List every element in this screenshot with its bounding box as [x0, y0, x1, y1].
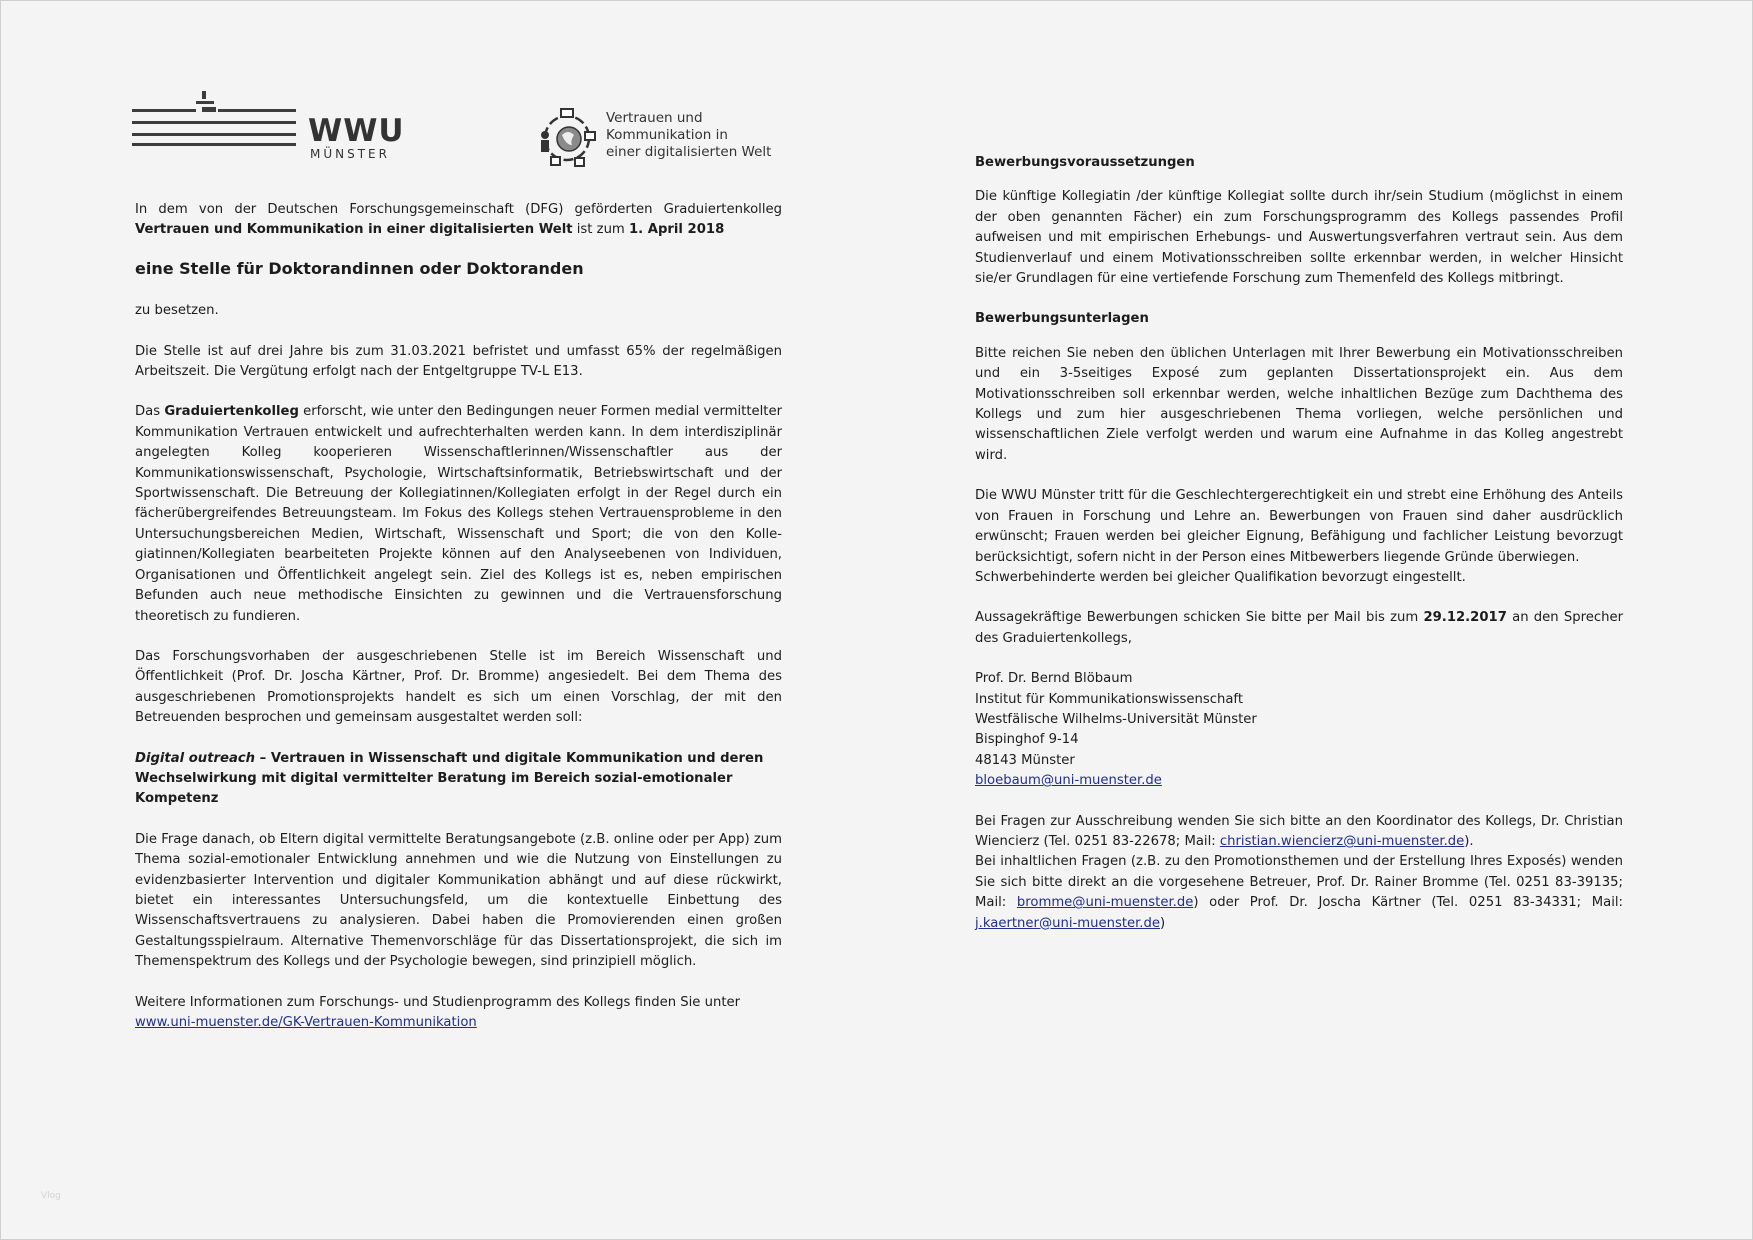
topic-rest: – Vertrauen in Wissenschaft und digitale Kommunikation und deren Wechselwirkung mit digital vermittelter Beratung im Bereich sozial-emotionaler Kompetenz	[135, 750, 764, 807]
topic-title	[135, 749, 782, 810]
to-fill-text: zu besetzen.	[135, 303, 219, 319]
questions-text-end: ).	[1464, 833, 1474, 849]
project-logo-line3: einer digitalisierten Welt	[606, 144, 772, 160]
questions-paragraph	[975, 812, 1623, 853]
program-text-c: erforscht, wie unter den Bedingungen neuer Formen medial vermittelter Kommunikation Vertrauen entwickelt und aufrechterhalten werden kann. In dem interdisziplinär angelegten Kolleg kooperieren Wissenschaftlerinnen/Wissenschaftler aus der Kommunikationswissenschaft, Psychologie, Wirtschaftsinformatik, Betriebswirtschaft und der Sportwissenschaft. Die Betreuung der Kollegiatinnen/Kollegiaten erfolgt in der Regel durch ein fächerübergreifendes Betreuungsteam. Im Fokus des Kollegs stehen Vertrauensprobleme in den Untersuchungsbereichen Medien, Wirtschaft, Wissenschaft und Sport; die von den Kollegiatinnen/Kollegiaten bearbeiteten Projekte können auf den Analyseebenen von Individuen, Organisationen und Öffentlichkeit angelegt sein. Ziel des Kollegs ist es, neben empirischen Befunden auch neue methodische Einsichten zu gewinnen und die Vertrauensforschung theoretisch zu fundieren.	[135, 404, 782, 624]
kaertner-email-link[interactable]: j.kaertner@uni-muenster.de	[975, 915, 1160, 931]
project-logo-line1: Vertrauen und	[606, 110, 703, 126]
program-bold: Graduiertenkolleg	[164, 404, 299, 420]
address-street: Bispinghof 9-14	[975, 732, 1079, 748]
topic-italic: Digital outreach	[135, 750, 256, 766]
address-name: Prof. Dr. Bernd Blöbaum	[975, 671, 1133, 687]
address-block	[975, 669, 1623, 791]
submission-text: Aussagekräftige Bewerbungen schicken Sie bitte per Mail bis zum	[975, 610, 1424, 626]
left-column	[135, 200, 782, 1053]
equality-paragraph: Die WWU Münster tritt für die Geschlechtergerechtigkeit ein und strebt eine Erhöhung des Anteils von Frauen in Forschung und Lehre an. Bewerbungen von Frauen sind daher ausdrücklich erwünscht; Frauen werden bei gleicher Eignung, Befähigung und fachlicher Leistung bevorzugt berücksichtigt, sofern nicht in der Person eines Mitbewerbers liegende Gründe überwiegen.	[975, 488, 1623, 565]
right-column	[975, 153, 1623, 954]
watermark: Vlog	[41, 1191, 61, 1201]
wwu-logo	[132, 87, 405, 167]
program-name: Vertrauen und Kommunikation in einer digitalisierten Welt	[135, 222, 573, 238]
research-paragraph: Das Forschungsvorhaben der ausgeschriebenen Stelle ist im Bereich Wissenschaft und Öffentlichkeit (Prof. Dr. Joscha Kärtner, Prof. Dr. Bromme) angesiedelt. Bei dem Thema des ausgeschriebenen Promotionsprojekts handelt es sich um einen Vorschlag, der mit den Betreuenden besprochen und gemeinsam ausgestaltet werden soll:	[135, 648, 782, 726]
address-institute: Institut für Kommunikationswissenschaft	[975, 691, 1244, 707]
questions-text: Bei Fragen zur Ausschreibung wenden Sie sich bitte an den Koordinator des Kollegs, Dr. Christian Wiencierz (Tel. 0251 83-22678; Mail:	[975, 813, 1623, 849]
speaker-email-link[interactable]: bloebaum@uni-muenster.de	[975, 773, 1162, 789]
requirements-heading: Bewerbungsvoraussetzungen	[975, 155, 1195, 170]
documents-heading: Bewerbungsunterlagen	[975, 311, 1149, 327]
submission-text-2: an den Sprecher des Graduiertenkollegs,	[975, 610, 1623, 646]
disability-text: Schwerbehinderte werden bei gleicher Qualifikation bevorzugt eingestellt.	[975, 569, 1466, 585]
intro-paragraph	[135, 200, 782, 241]
globe-network-icon	[535, 105, 599, 169]
content-questions-end: )	[1159, 915, 1166, 931]
address-university: Westfälische Wilhelms-Universität Münster	[975, 711, 1257, 727]
terms-paragraph: Die Stelle ist auf drei Jahre bis zum 31.03.2021 befristet und umfasst 65% der regelmäßigen Arbeitszeit. Die Vergütung erfolgt nach der Entgeltgruppe TV-L E13.	[135, 343, 782, 380]
submission-paragraph	[975, 608, 1623, 649]
content-questions-text: Bei inhaltlichen Fragen (z.B. zu den Promotionsthemen und der Erstellung Ihres Exposés) wenden Sie sich bitte direkt an die vorgesehene Betreuer, Prof. Dr. Rainer Bromme (Tel. 0251 83-39135; Mail:	[975, 854, 1623, 911]
content-questions-text-2: ) oder Prof. Dr. Joscha Kärtner (Tel. 0251 83-34331; Mail:	[1193, 895, 1623, 911]
program-text-a: Das	[135, 404, 165, 420]
intro-text-2: ist zum	[572, 222, 629, 238]
project-logo-line2: Kommunikation in	[606, 127, 728, 143]
documents-paragraph: Bitte reichen Sie neben den üblichen Unterlagen mit Ihrer Bewerbung ein Motivationsschreiben und ein 3-5seitiges Exposé zum geplanten Dissertationsprojekt ein. Aus dem Motivationsschreiben soll erkennbar werden, welche inhaltlichen Bezüge zum Dachthema des Kollegs und zum hier ausgeschriebenen Thema vorliegen, welche persönlichen und wissenschaftlichen Ziele verfolgt werden und warum eine Aufnahme in das Kolleg angestrebt wird.	[975, 345, 1623, 463]
project-logo	[535, 105, 775, 171]
question-paragraph: Die Frage danach, ob Eltern digital vermittelte Beratungsangebote (z.B. online oder per App) zum Thema sozial-emotionaler Entwicklung annehmen und wie die Nutzung von Einstellungen zu evidenzbasierter Intervention und digitaler Kommunikation abhängt und auf diese rückwirkt, bietet ein interessantes Untersuchungsfeld, um die kontextuelle Einbettung des Wissenschaftsvertrauens zu analysieren. Dabei haben die Promovierenden einen großen Gestaltungsspielraum. Alternative Themenvorschläge für das Dissertationsprojekt, die sich im Themenspektrum des Kollegs und der Psychologie bewegen, sind prinzipiell möglich.	[135, 831, 782, 970]
requirements-paragraph: Die künftige Kollegiatin /der künftige Kollegiat sollte durch ihr/sein Studium (möglichst in einem der oben genannten Fächer) ein zum Forschungsprogramm des Kollegs passendes Profil aufweisen und mit empirischen Erhebungs- und Auswertungsverfahren vertraut sein. Aus dem Studienverlauf und einem Motivationsschreiben sollte erkennbar werden, in welcher Hinsicht sie/er Grundlagen für eine vertiefende Forschung zum Themenfeld des Kollegs mitbringt.	[975, 189, 1623, 287]
start-date: 1. April 2018	[628, 222, 725, 238]
content-questions-paragraph	[975, 852, 1623, 934]
intro-text: In dem von der Deutschen Forschungsgemeinschaft (DFG) geförderten Graduiertenkolleg	[135, 202, 782, 217]
more-info-text: Weitere Informationen zum Forschungs- und Studienprogramm des Kollegs finden Sie unter	[135, 994, 741, 1010]
more-info-paragraph	[135, 993, 782, 1034]
program-paragraph	[135, 402, 782, 626]
coordinator-email-link[interactable]: christian.wiencierz@uni-muenster.de	[1219, 833, 1465, 849]
program-website-link[interactable]: www.uni-muenster.de/GK-Vertrauen-Kommunikation	[135, 1015, 477, 1030]
bromme-email-link[interactable]: bromme@uni-muenster.de	[1016, 895, 1194, 911]
address-city: 48143 Münster	[975, 752, 1075, 768]
position-title: eine Stelle für Doktorandinnen oder Doktoranden	[135, 258, 584, 278]
wwu-logo-name: WWU	[308, 113, 405, 149]
wwu-logo-city: MÜNSTER	[310, 147, 390, 161]
deadline-date: 29.12.2017	[1423, 610, 1507, 626]
